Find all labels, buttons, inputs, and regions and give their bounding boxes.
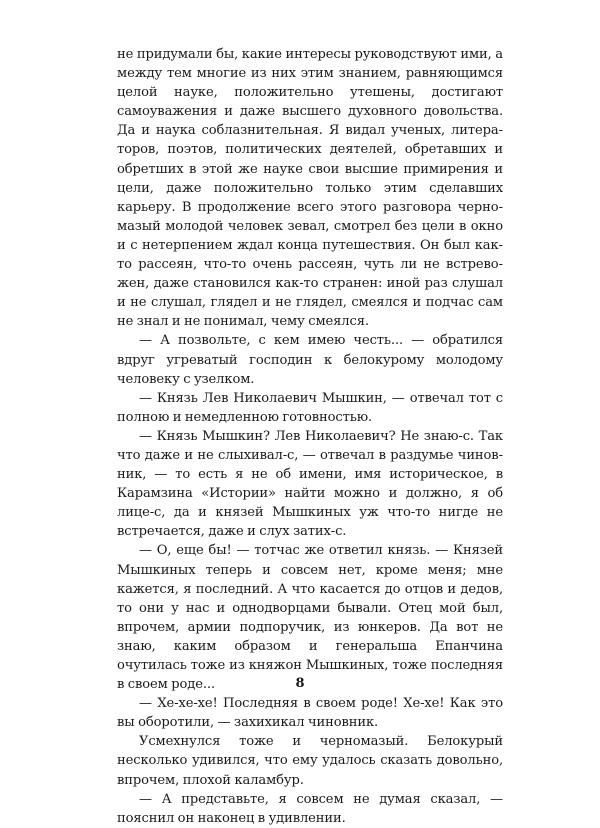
paragraph-clerk-reply: — Князь Мышкин? Лев Николаевич? Не знаю-с. Так что даже и не слыхивал-с, — отвечал в раздумье чиновник, — то есть я не об имени, имя историческое, в Карамзина «Истории» найти можно и должно, я об лице-с, да и князей Мышкиных уж что-то нигде не встречается, даже и слух затих-с. <box>117 428 503 540</box>
paragraph-dialogue-question: — А позвольте, с кем имею честь... — обратился вдруг угреватый господин к белокурому молодому человеку с узелком. <box>117 333 503 387</box>
body-text <box>117 45 503 828</box>
paragraph-clerk-laughs: — Хе-хе-хе! Последняя в своем роде! Хе-хе! Как это вы оборотили, — захихикал чиновник. <box>117 696 503 731</box>
paragraph-prince-answer: — Князь Лев Николаевич Мышкин, — отвечал тот с полною и немедленною готовностью. <box>117 390 503 425</box>
paragraph-continuation: не придумали бы, какие интересы руководствуют ими, а между тем многие из них этим знанием, равняющимся целой науке, положительно утешены, достигают самоуважения и даже высшего духовного довольства. Да и наука соблазнительная. Я видал ученых, литераторов, поэтов, политических деятелей, обретавших и обретших в этой же науке свои высшие примирения и цели, даже положительно только этим сделавших карьеру. В продолжение всего этого разговора черномазый молодой человек зевал, смотрел без цели в окно и с нетерпением ждал конца путешествия. Он был както рассеян, что-то очень рассеян, чуть ли не встревожен, даже становился как-то странен: иной раз слушал и не слушал, глядел и не глядел, смеялся и подчас сам не знал и не понимал, чему смеялся. <box>117 47 503 330</box>
page-number: 8 <box>295 676 305 691</box>
paragraph-prince-explains: — О, еще бы! — тотчас же ответил князь. — Князей Мышкиных теперь и совсем нет, кроме меня; мне кажется, я последний. А что касается до отцов и дедов, то они у нас и однодворцами бывали. Отец мой был, впрочем, армии подпоручик, из юнкеров. Да вот не знаю, каким образом и генеральша Епанчина очутилась тоже из княжон Мышкиных, тоже последняя в своем роде... <box>117 543 503 693</box>
paragraph-narration: Усмехнулся тоже и черномазый. Белокурый несколько удивился, что ему удалось сказать довольно, впрочем, плохой каламбур. <box>117 734 503 788</box>
paragraph-prince-closing: — А представьте, я совсем не думая сказал, — пояснил он наконец в удивлении. <box>117 791 503 826</box>
